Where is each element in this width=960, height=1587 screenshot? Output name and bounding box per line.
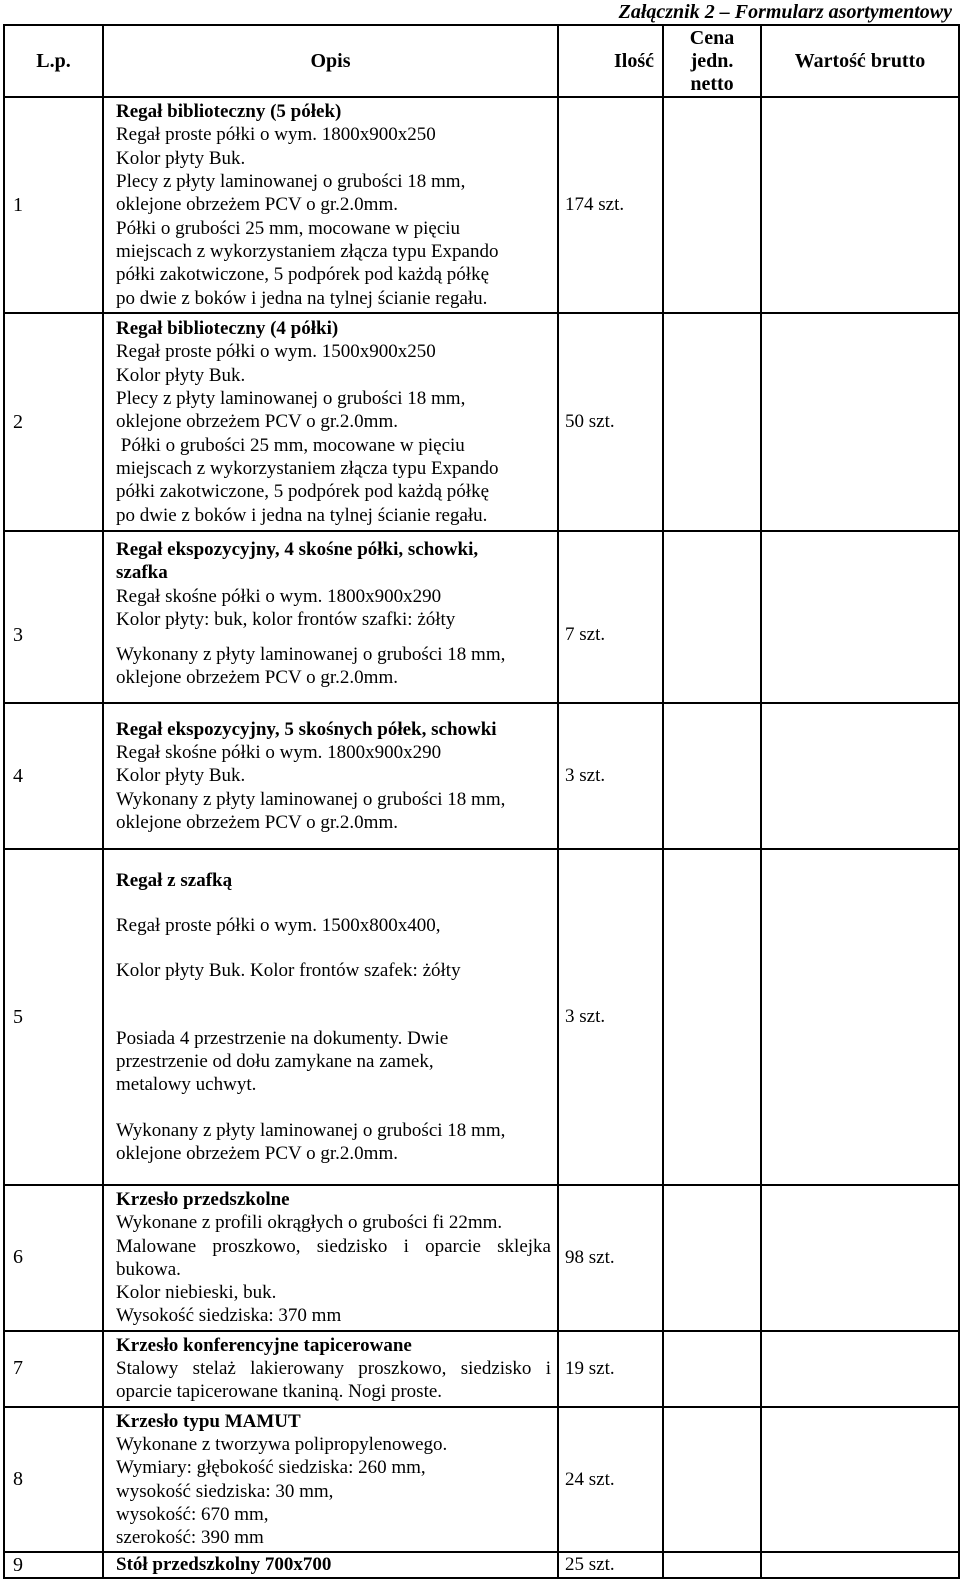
- row-lp: 7: [4, 1331, 103, 1407]
- row-quantity: 174 szt.: [558, 97, 663, 313]
- table-row: [4, 1407, 959, 1553]
- row-unit-price-cell[interactable]: [663, 703, 761, 849]
- attachment-note: Załącznik 2 – Formularz asortymentowy: [618, 1, 952, 23]
- row-unit-price-cell[interactable]: [663, 1552, 761, 1577]
- row-gross-value-cell[interactable]: [761, 1331, 959, 1407]
- row-unit-price-cell[interactable]: [663, 313, 761, 531]
- table-header-row: [4, 25, 959, 97]
- header-ilosc: Ilość: [558, 25, 663, 97]
- row-quantity: 7 szt.: [558, 531, 663, 703]
- header-cena: Cena jedn. netto: [663, 25, 761, 97]
- row-gross-value-cell[interactable]: [761, 1407, 959, 1553]
- row-lp: 4: [4, 703, 103, 849]
- assortment-table: [3, 24, 960, 1579]
- row-unit-price-cell[interactable]: [663, 1407, 761, 1553]
- row-description: Regał biblioteczny (4 półki) Regał proste półki o wym. 1500x900x250 Kolor płyty Buk. Plecy z płyty laminowanej o grubości 18 mm, oklejone obrzeżem PCV o gr.2.0mm. Półki o grubości 25 mm, mocowane w pięciu miejscach z wykorzystaniem złącza typu Expando półki zakotwiczone, 5 podpórek pod każdą półkę po dwie z boków i jedna na tylnej ścianie regału.: [103, 313, 558, 531]
- header-wartosc: Wartość brutto: [761, 25, 959, 97]
- table-row: [4, 703, 959, 849]
- table-row: [4, 97, 959, 313]
- row-description: Regał biblioteczny (5 półek) Regał proste półki o wym. 1800x900x250 Kolor płyty Buk. Plecy z płyty laminowanej o grubości 18 mm, oklejone obrzeżem PCV o gr.2.0mm. Półki o grubości 25 mm, mocowane w pięciu miejscach z wykorzystaniem złącza typu Expando półki zakotwiczone, 5 podpórek pod każdą półkę po dwie z boków i jedna na tylnej ścianie regału.: [103, 97, 558, 313]
- row-gross-value-cell[interactable]: [761, 531, 959, 703]
- row-lp: 6: [4, 1185, 103, 1331]
- row-quantity: 19 szt.: [558, 1331, 663, 1407]
- row-gross-value-cell[interactable]: [761, 313, 959, 531]
- row-lp: 3: [4, 531, 103, 703]
- row-quantity: 98 szt.: [558, 1185, 663, 1331]
- row-unit-price-cell[interactable]: [663, 1185, 761, 1331]
- row-quantity: 24 szt.: [558, 1407, 663, 1553]
- row-lp: 5: [4, 849, 103, 1185]
- row-unit-price-cell[interactable]: [663, 531, 761, 703]
- row-lp: 1: [4, 97, 103, 313]
- table-row: [4, 1331, 959, 1407]
- row-quantity: 25 szt.: [558, 1552, 663, 1577]
- row-lp: 8: [4, 1407, 103, 1553]
- row-unit-price-cell[interactable]: [663, 1331, 761, 1407]
- table-row: [4, 313, 959, 531]
- table-row: [4, 849, 959, 1185]
- row-lp: 2: [4, 313, 103, 531]
- row-unit-price-cell[interactable]: [663, 849, 761, 1185]
- table-row: [4, 531, 959, 703]
- row-unit-price-cell[interactable]: [663, 97, 761, 313]
- row-gross-value-cell[interactable]: [761, 849, 959, 1185]
- row-quantity: 50 szt.: [558, 313, 663, 531]
- table-row: [4, 1185, 959, 1331]
- row-gross-value-cell[interactable]: [761, 97, 959, 313]
- row-gross-value-cell[interactable]: [761, 1185, 959, 1331]
- row-description: Stół przedszkolny 700x700: [103, 1552, 558, 1577]
- row-description: Krzesło konferencyjne tapicerowane Stalowy stelaż lakierowany proszkowo, siedzisko i oparcie tapicerowane tkaniną. Nogi proste.: [103, 1331, 558, 1407]
- row-gross-value-cell[interactable]: [761, 1552, 959, 1577]
- header-opis: Opis: [103, 25, 558, 97]
- row-gross-value-cell[interactable]: [761, 703, 959, 849]
- row-description: Krzesło typu MAMUT Wykonane z tworzywa polipropylenowego. Wymiary: głębokość siedziska: 260 mm, wysokość siedziska: 30 mm, wysokość: 670 mm, szerokość: 390 mm: [103, 1407, 558, 1553]
- row-quantity: 3 szt.: [558, 849, 663, 1185]
- row-quantity: 3 szt.: [558, 703, 663, 849]
- row-description: Regał ekspozycyjny, 5 skośnych półek, schowki Regał skośne półki o wym. 1800x900x290 Kolor płyty Buk. Wykonany z płyty laminowanej o grubości 18 mm, oklejone obrzeżem PCV o gr.2.0mm.: [103, 703, 558, 849]
- row-description: Regał z szafką Regał proste półki o wym. 1500x800x400, Kolor płyty Buk. Kolor frontów szafek: żółty Posiada 4 przestrzenie na dokumenty. Dwie przestrzenie od dołu zamykane na zamek, metalowy uchwyt. Wykonany z płyty laminowanej o grubości 18 mm, oklejone obrzeżem PCV o gr.2.0mm.: [103, 849, 558, 1185]
- header-lp: L.p.: [4, 25, 103, 97]
- row-lp: 9: [4, 1552, 103, 1577]
- table-row: [4, 1552, 959, 1577]
- row-description: Krzesło przedszkolne Wykonane z profili okrągłych o grubości fi 22mm. Malowane proszkowo, siedzisko i oparcie sklejka bukowa. Kolor niebieski, buk. Wysokość siedziska: 370 mm: [103, 1185, 558, 1331]
- row-description: Regał ekspozycyjny, 4 skośne półki, schowki, szafka Regał skośne półki o wym. 1800x900x290 Kolor płyty: buk, kolor frontów szafki: żółty Wykonany z płyty laminowanej o grubości 18 mm, oklejone obrzeżem PCV o gr.2.0mm.: [103, 531, 558, 703]
